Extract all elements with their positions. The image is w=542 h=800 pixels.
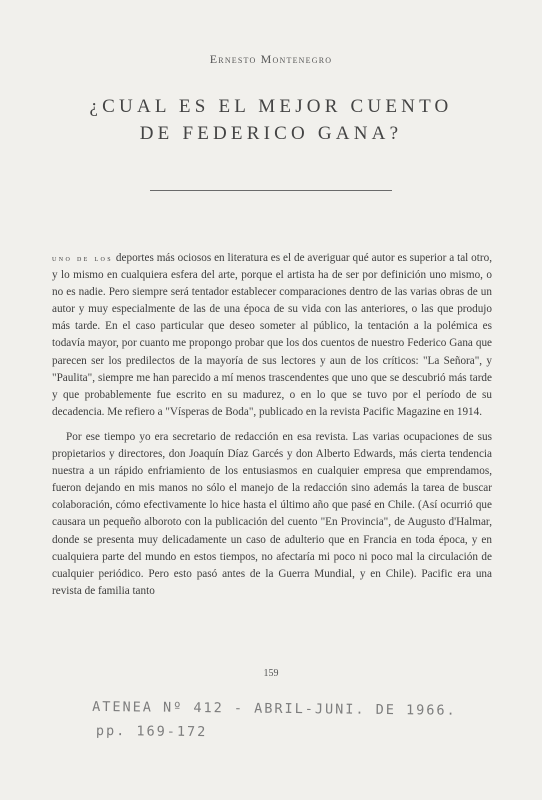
author-name: Ernesto Montenegro (209, 52, 333, 66)
page-number: 159 (263, 668, 279, 679)
handwritten-citation-line-1: ATENEA Nº 412 - ABRIL-JUNI. DE 1966. (92, 698, 457, 719)
paragraph-2: Por ese tiempo yo era secretario de redacción en esa revista. Las varias ocupaciones de sus propietarios y directores, don Joaquín Díaz Garcés y don Alberto Edwards, más cierta tendencia nuestra a un rápido enfriamiento de los entusiasmos en cualquier empresa que emprendamos, fueron dejando en mis manos no sólo el manejo de la redacción sino además la tarea de buscar colaboración, cómo efectivamente lo hice hasta el último año que pasé en Chile. (Así ocurrió que causara un pequeño alboroto con la publicación del cuento "En Provincia", de Augusto d'Halmar, donde se presenta muy delicadamente un caso de adulterio que en Francia en toda época, y en cualquiera parte del mundo en estos tiempos, no afectaría mi poco ni poco mal la circulación de cualquier periódico. Pero esto pasó antes de la Guerra Mundial, y en Chile). Pacific era una revista de familia tanto (52, 430, 492, 597)
handwritten-citation-line-2: pp. 169-172 (95, 722, 208, 741)
title-divider (150, 190, 392, 191)
title-line-2: DE FEDERICO GANA? (139, 123, 403, 144)
paragraph-1-text: deportes más ociosos en literatura es el de averiguar qué autor es superior a tal otro, y lo mismo en cualquiera esfera del arte, porque el artista ha de ser por definición uno mismo, o no es nadie. Pero siempre será tentador establecer comparaciones dentro de las varias obras de un autor y muy especialmente de las de una época de su vida con las anteriores, o las que produjo más tarde. En el caso particular que deseo someter al público, la tentación a la polémica es todavía mayor, por cuanto me propongo probar que los dos cuentos de nuestro Federico Gana que parecen ser los predilectos de la mayoría de sus lectores y aun de los críticos: "La Señora", y "Paulita", siempre me han parecido a mí menos trascendentes que uno que se descubrió más tarde y que probablemente fue escrito en su madurez, o en lo que se tuvo por el período de su decadencia. Me refiero a "Vísperas de Boda", publicado en la revista Pacific Magazine en 1914. (52, 252, 492, 418)
paragraph-1-lead: uno de los (52, 253, 114, 263)
paragraph-1 (52, 250, 492, 421)
title-line-1: ¿CUAL ES EL MEJOR CUENTO (89, 96, 453, 117)
article-body (52, 250, 492, 600)
article-title (0, 93, 542, 147)
handwritten-citation (92, 695, 492, 747)
